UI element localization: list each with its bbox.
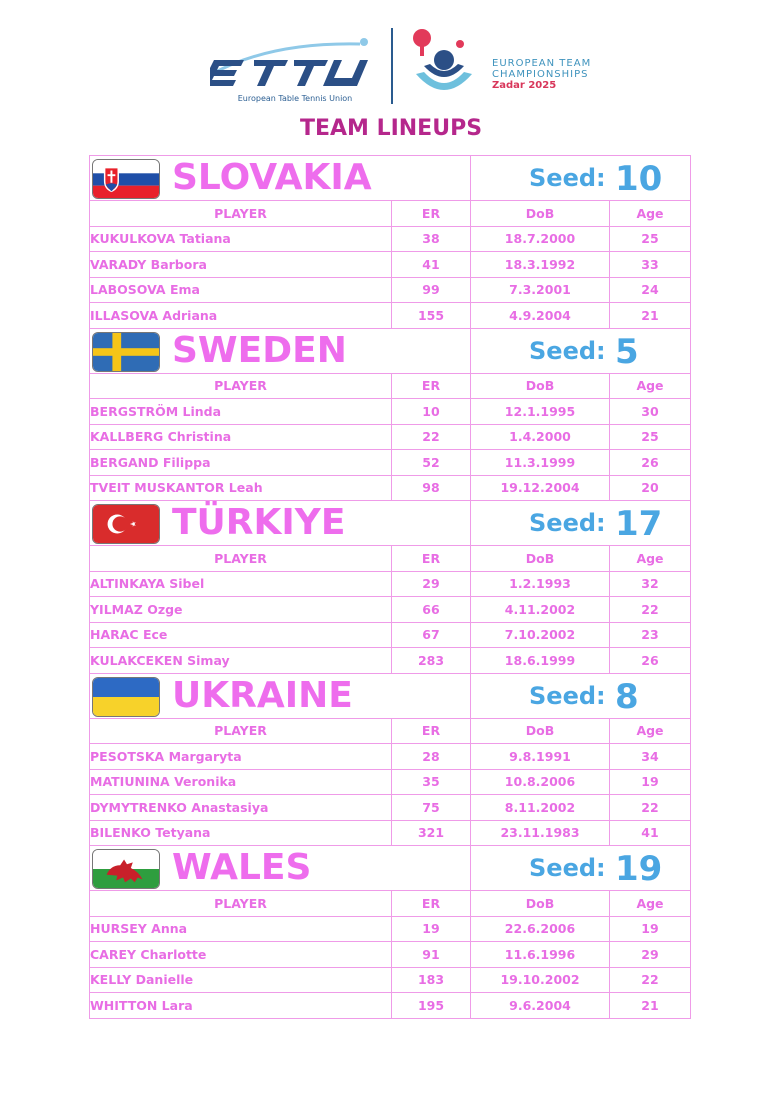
player-name: MATIUNINA Veronika xyxy=(90,769,392,795)
player-dob: 10.8.2006 xyxy=(471,769,610,795)
logo-divider xyxy=(391,28,393,104)
player-row xyxy=(90,967,691,993)
seed-cell xyxy=(471,673,691,718)
player-name: HURSEY Anna xyxy=(90,916,392,942)
player-er: 67 xyxy=(392,622,471,648)
player-er: 38 xyxy=(392,226,471,252)
player-age: 26 xyxy=(610,450,691,476)
team-name-cell xyxy=(90,501,471,546)
player-name: ILLASOVA Adriana xyxy=(90,303,392,329)
player-er: 52 xyxy=(392,450,471,476)
player-dob: 22.6.2006 xyxy=(471,916,610,942)
column-header-row xyxy=(90,718,691,744)
player-row xyxy=(90,424,691,450)
player-name: KALLBERG Christina xyxy=(90,424,392,450)
turkey-flag xyxy=(92,504,160,544)
ettu-logo xyxy=(210,36,380,108)
player-name: KULAKCEKEN Simay xyxy=(90,648,392,674)
player-name: WHITTON Lara xyxy=(90,993,392,1019)
player-row xyxy=(90,769,691,795)
player-dob: 18.3.1992 xyxy=(471,252,610,278)
seed-value: 8 xyxy=(615,676,639,717)
player-name: BERGSTRÖM Linda xyxy=(90,399,392,425)
ukraine-flag xyxy=(92,677,160,717)
player-er: 28 xyxy=(392,744,471,770)
player-row xyxy=(90,252,691,278)
player-age: 19 xyxy=(610,769,691,795)
player-row xyxy=(90,399,691,425)
column-header-age: Age xyxy=(610,201,691,227)
player-age: 23 xyxy=(610,622,691,648)
player-dob: 12.1.1995 xyxy=(471,399,610,425)
player-er: 35 xyxy=(392,769,471,795)
seed-value: 10 xyxy=(615,159,663,199)
player-er: 283 xyxy=(392,648,471,674)
team-header-row xyxy=(90,328,691,373)
player-row xyxy=(90,303,691,329)
player-age: 21 xyxy=(610,303,691,329)
player-row xyxy=(90,916,691,942)
player-row xyxy=(90,648,691,674)
player-row xyxy=(90,475,691,501)
championships-logo-icon xyxy=(400,26,488,106)
player-age: 22 xyxy=(610,795,691,821)
seed-cell xyxy=(471,156,691,201)
column-header-dob: DoB xyxy=(471,546,610,572)
column-header-player: PLAYER xyxy=(90,373,392,399)
team-name: UKRAINE xyxy=(172,674,353,716)
seed-label: Seed: xyxy=(529,854,606,882)
player-er: 91 xyxy=(392,942,471,968)
player-er: 19 xyxy=(392,916,471,942)
seed-label: Seed: xyxy=(529,681,606,710)
player-age: 26 xyxy=(610,648,691,674)
player-name: BILENKO Tetyana xyxy=(90,820,392,846)
seed-cell xyxy=(471,328,691,373)
team-name: SWEDEN xyxy=(172,329,347,371)
player-er: 10 xyxy=(392,399,471,425)
player-age: 24 xyxy=(610,277,691,303)
player-dob: 23.11.1983 xyxy=(471,820,610,846)
team-name: WALES xyxy=(172,847,312,888)
player-age: 41 xyxy=(610,820,691,846)
player-age: 33 xyxy=(610,252,691,278)
column-header-er: ER xyxy=(392,718,471,744)
ettu-subtitle: European Table Tennis Union xyxy=(237,94,353,103)
player-name: LABOSOVA Ema xyxy=(90,277,392,303)
player-dob: 7.3.2001 xyxy=(471,277,610,303)
player-row xyxy=(90,622,691,648)
player-er: 321 xyxy=(392,820,471,846)
column-header-player: PLAYER xyxy=(90,201,392,227)
player-age: 30 xyxy=(610,399,691,425)
column-header-er: ER xyxy=(392,201,471,227)
team-lineups-table xyxy=(89,155,691,1019)
player-age: 25 xyxy=(610,424,691,450)
player-dob: 19.12.2004 xyxy=(471,475,610,501)
player-er: 183 xyxy=(392,967,471,993)
column-header-player: PLAYER xyxy=(90,891,392,917)
player-age: 29 xyxy=(610,942,691,968)
player-er: 98 xyxy=(392,475,471,501)
slovakia-flag xyxy=(92,159,160,199)
player-name: KELLY Danielle xyxy=(90,967,392,993)
team-name: TÜRKIYE xyxy=(172,502,346,543)
column-header-dob: DoB xyxy=(471,718,610,744)
player-row xyxy=(90,795,691,821)
player-name: TVEIT MUSKANTOR Leah xyxy=(90,475,392,501)
player-dob: 4.9.2004 xyxy=(471,303,610,329)
player-er: 22 xyxy=(392,424,471,450)
player-er: 99 xyxy=(392,277,471,303)
team-header-row xyxy=(90,501,691,546)
player-dob: 18.6.1999 xyxy=(471,648,610,674)
champ-line1: EUROPEAN TEAM xyxy=(492,58,592,69)
player-dob: 1.4.2000 xyxy=(471,424,610,450)
championships-logo-text xyxy=(492,58,591,91)
player-age: 21 xyxy=(610,993,691,1019)
ettu-logo-mark xyxy=(210,36,380,94)
player-dob: 9.6.2004 xyxy=(471,993,610,1019)
player-dob: 8.11.2002 xyxy=(471,795,610,821)
column-header-age: Age xyxy=(610,373,691,399)
player-er: 155 xyxy=(392,303,471,329)
column-header-row xyxy=(90,546,691,572)
column-header-player: PLAYER xyxy=(90,546,392,572)
wales-flag xyxy=(92,849,160,889)
player-name: VARADY Barbora xyxy=(90,252,392,278)
seed-label: Seed: xyxy=(529,509,606,537)
player-age: 20 xyxy=(610,475,691,501)
player-dob: 11.6.1996 xyxy=(471,942,610,968)
player-er: 75 xyxy=(392,795,471,821)
column-header-dob: DoB xyxy=(471,891,610,917)
column-header-row xyxy=(90,373,691,399)
player-name: BERGAND Filippa xyxy=(90,450,392,476)
player-age: 34 xyxy=(610,744,691,770)
player-age: 22 xyxy=(610,597,691,623)
player-row xyxy=(90,277,691,303)
player-row xyxy=(90,226,691,252)
player-age: 25 xyxy=(610,226,691,252)
team-name-cell xyxy=(90,846,471,891)
column-header-dob: DoB xyxy=(471,201,610,227)
column-header-er: ER xyxy=(392,373,471,399)
seed-label: Seed: xyxy=(529,336,606,365)
player-age: 19 xyxy=(610,916,691,942)
seed-label: Seed: xyxy=(529,164,606,192)
team-header-row xyxy=(90,846,691,891)
player-dob: 9.8.1991 xyxy=(471,744,610,770)
player-dob: 18.7.2000 xyxy=(471,226,610,252)
player-name: DYMYTRENKO Anastasiya xyxy=(90,795,392,821)
team-name-cell xyxy=(90,328,471,373)
player-row xyxy=(90,597,691,623)
player-name: PESOTSKA Margaryta xyxy=(90,744,392,770)
column-header-age: Age xyxy=(610,546,691,572)
player-dob: 7.10.2002 xyxy=(471,622,610,648)
player-row xyxy=(90,820,691,846)
team-header-row xyxy=(90,156,691,201)
sweden-flag xyxy=(92,332,160,372)
seed-cell xyxy=(471,846,691,891)
player-er: 195 xyxy=(392,993,471,1019)
column-header-dob: DoB xyxy=(471,373,610,399)
player-dob: 4.11.2002 xyxy=(471,597,610,623)
player-name: CAREY Charlotte xyxy=(90,942,392,968)
column-header-row xyxy=(90,201,691,227)
player-age: 32 xyxy=(610,571,691,597)
player-name: HARAC Ece xyxy=(90,622,392,648)
champ-line2: CHAMPIONSHIPS xyxy=(492,69,589,80)
seed-value: 5 xyxy=(615,331,639,372)
column-header-age: Age xyxy=(610,891,691,917)
header-logos xyxy=(0,22,782,112)
page-title: TEAM LINEUPS xyxy=(299,116,483,141)
column-header-er: ER xyxy=(392,546,471,572)
player-name: ALTINKAYA Sibel xyxy=(90,571,392,597)
player-name: YILMAZ Ozge xyxy=(90,597,392,623)
player-row xyxy=(90,942,691,968)
team-header-row xyxy=(90,673,691,718)
player-dob: 1.2.1993 xyxy=(471,571,610,597)
player-row xyxy=(90,993,691,1019)
player-row xyxy=(90,571,691,597)
seed-value: 19 xyxy=(615,849,663,889)
player-er: 41 xyxy=(392,252,471,278)
seed-cell xyxy=(471,501,691,546)
player-row xyxy=(90,450,691,476)
player-row xyxy=(90,744,691,770)
column-header-row xyxy=(90,891,691,917)
player-er: 29 xyxy=(392,571,471,597)
column-header-age: Age xyxy=(610,718,691,744)
column-header-player: PLAYER xyxy=(90,718,392,744)
player-name: KUKULKOVA Tatiana xyxy=(90,226,392,252)
team-name-cell xyxy=(90,673,471,718)
team-name: SLOVAKIA xyxy=(172,157,372,198)
player-age: 22 xyxy=(610,967,691,993)
player-dob: 19.10.2002 xyxy=(471,967,610,993)
player-er: 66 xyxy=(392,597,471,623)
champ-line3: Zadar 2025 xyxy=(492,80,557,91)
column-header-er: ER xyxy=(392,891,471,917)
seed-value: 17 xyxy=(615,504,663,544)
team-name-cell xyxy=(90,156,471,201)
player-dob: 11.3.1999 xyxy=(471,450,610,476)
